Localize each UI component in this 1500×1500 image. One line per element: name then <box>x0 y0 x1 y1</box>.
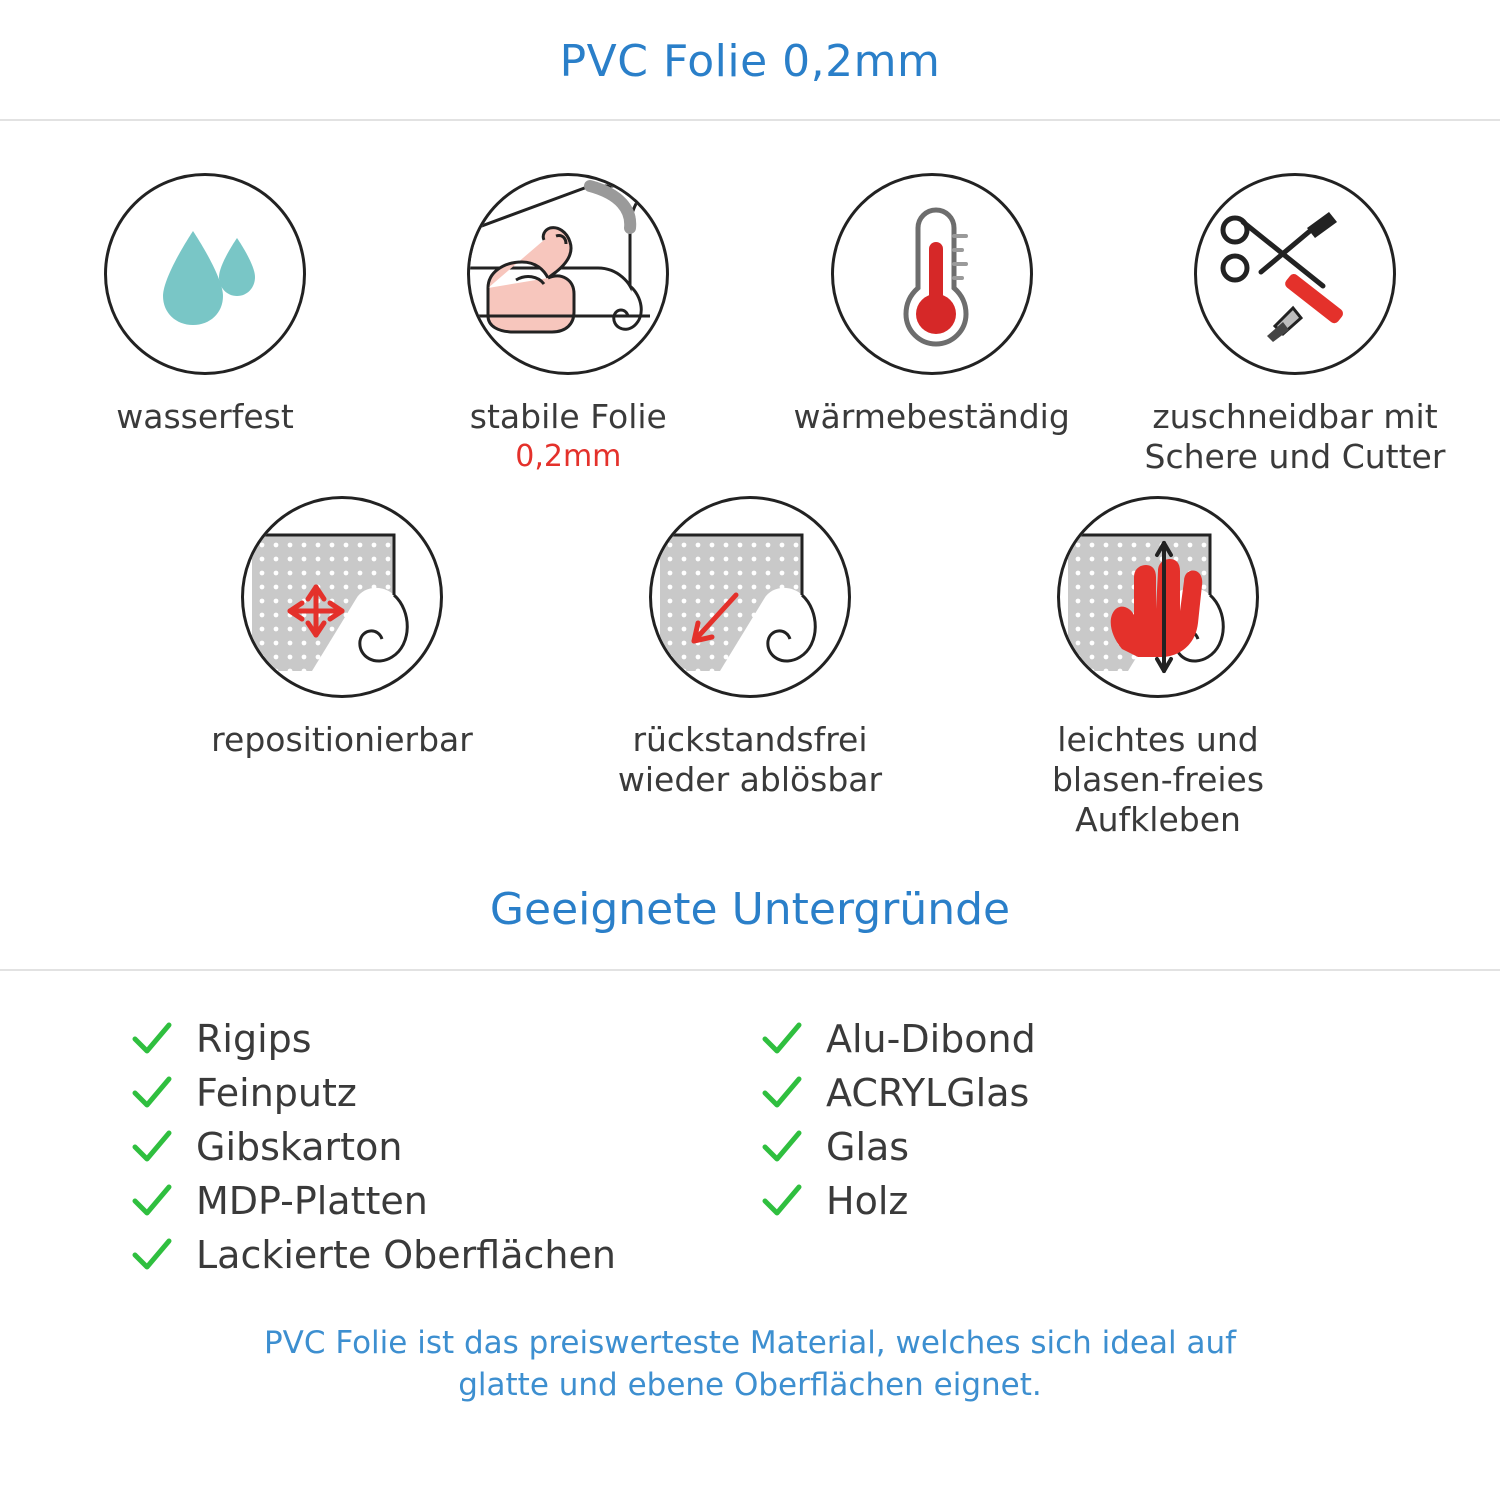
thermometer-icon <box>834 176 1030 372</box>
features-row-top <box>0 121 1500 478</box>
feature-label: zuschneidbar mit Schere und Cutter <box>1144 397 1446 477</box>
feature-icon-circle <box>831 173 1033 375</box>
feature-label: wasserfest <box>116 397 294 436</box>
substrates-lists <box>0 971 1500 1277</box>
feature-icon-circle <box>1194 173 1396 375</box>
feature-icon-circle <box>241 496 443 698</box>
feature-caption <box>116 397 294 437</box>
check-icon <box>760 1017 804 1061</box>
check-icon <box>760 1071 804 1115</box>
feature-waermebestaendig <box>767 173 1097 478</box>
scissors-cutter-icon <box>1197 176 1393 372</box>
reposition-arrows-icon <box>244 499 440 695</box>
list-item <box>760 1179 1036 1223</box>
feature-sublabel: 0,2mm <box>515 439 622 475</box>
feature-caption <box>211 720 473 760</box>
feature-icon-circle <box>467 173 669 375</box>
feature-aufkleben <box>993 496 1323 841</box>
feature-caption <box>470 397 667 476</box>
feature-caption <box>585 720 915 801</box>
list-item <box>130 1233 750 1277</box>
check-icon <box>130 1017 174 1061</box>
list-item-label: Glas <box>826 1125 910 1170</box>
feature-label: stabile Folie <box>469 397 667 436</box>
list-item-label: Alu-Dibond <box>826 1017 1036 1062</box>
feature-label: wärmebeständig <box>793 397 1070 436</box>
list-item <box>760 1071 1036 1115</box>
check-icon <box>760 1125 804 1169</box>
check-icon <box>130 1071 174 1115</box>
check-icon <box>130 1125 174 1169</box>
feature-label: repositionierbar <box>211 719 473 759</box>
list-item <box>130 1179 750 1223</box>
footer-note-line2: glatte und ebene Oberflächen eignet. <box>458 1367 1042 1404</box>
feature-icon-circle <box>1057 496 1259 698</box>
check-icon <box>130 1179 174 1223</box>
substrates-column-left <box>130 1017 750 1277</box>
feature-icon-circle <box>649 496 851 698</box>
list-item-label: Holz <box>826 1179 909 1224</box>
list-item <box>760 1017 1036 1061</box>
list-item-label: Feinputz <box>196 1071 357 1116</box>
feature-label: leichtes und blasen-freies Aufkleben <box>1051 719 1265 839</box>
page-title: PVC Folie 0,2mm <box>559 36 941 87</box>
list-item <box>130 1071 750 1115</box>
substrates-column-right <box>760 1017 1036 1277</box>
check-icon <box>760 1179 804 1223</box>
feature-zuschneidbar <box>1130 173 1460 478</box>
feature-rueckstandsfrei <box>585 496 915 841</box>
feature-icon-circle <box>104 173 306 375</box>
list-item-label: ACRYLGlas <box>826 1071 1030 1116</box>
substrates-title: Geeignete Untergründe <box>489 884 1011 936</box>
feature-stabile-folie <box>403 173 733 478</box>
check-icon <box>130 1233 174 1277</box>
features-row-bottom <box>0 478 1500 841</box>
list-item-label: Rigips <box>196 1017 312 1062</box>
list-item <box>130 1125 750 1169</box>
feature-wasserfest <box>40 173 370 478</box>
feature-repositionierbar <box>177 496 507 841</box>
footer-note <box>0 1277 1500 1407</box>
feature-caption <box>993 720 1323 841</box>
list-item <box>130 1017 750 1061</box>
water-drops-icon <box>107 176 303 372</box>
feature-caption <box>1130 397 1460 478</box>
list-item <box>760 1125 1036 1169</box>
hand-smoothing-icon <box>1060 499 1256 695</box>
footer-note-line1: PVC Folie ist das preiswerteste Material, welches sich ideal auf <box>263 1325 1237 1362</box>
list-item-label: Lackierte Oberflächen <box>196 1233 616 1278</box>
peel-off-arrow-icon <box>652 499 848 695</box>
feature-label: rückstandsfrei wieder ablösbar <box>617 719 883 799</box>
list-item-label: MDP-Platten <box>196 1179 428 1224</box>
strong-arm-film-icon <box>470 176 666 372</box>
list-item-label: Gibskarton <box>196 1125 403 1170</box>
feature-caption <box>794 397 1070 437</box>
